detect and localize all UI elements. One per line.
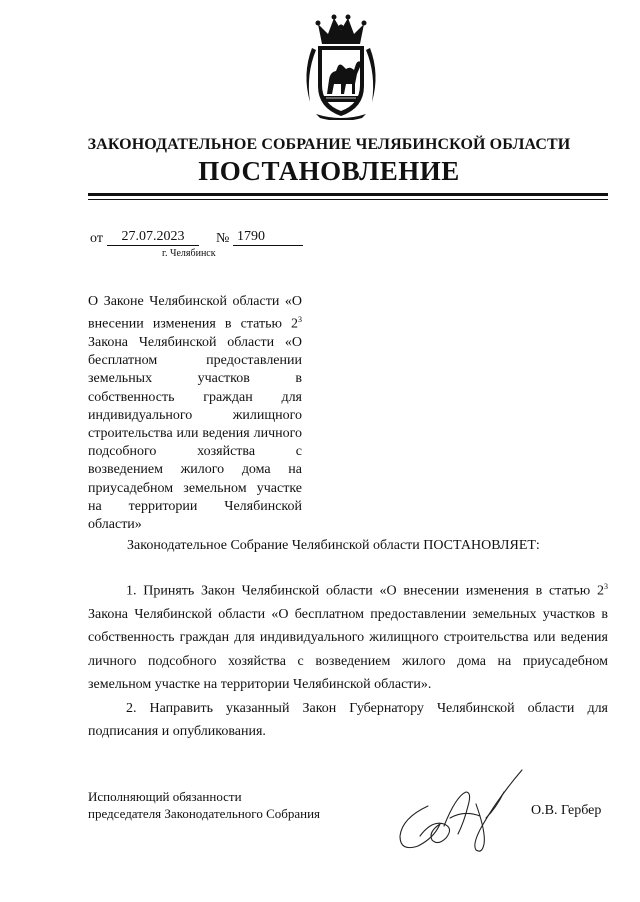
document-city: г. Челябинск <box>162 248 216 259</box>
subject-superscript: 3 <box>298 315 302 325</box>
signatory-title-line2: председателя Законодательного Собрания <box>88 806 321 821</box>
subject-text-part2: Закона Челябинской области «О бесплатном предоставлении земельных участков в собственность граждан для индивидуального жилищного строительства или ведения личного подсобного хозяйства с возведением жилого дома на приусадебном земельном участке на территории Челябинской области» <box>88 335 302 533</box>
number-prefix: № <box>216 231 230 246</box>
enacting-clause: Законодательное Собрание Челябинской области ПОСТАНОВЛЯЕТ: <box>127 538 540 553</box>
subject-text-part1: О Законе Челябинской области «О внесении изменения в статью 2 <box>88 294 302 332</box>
coat-of-arms-emblem <box>300 14 382 120</box>
organization-name: ЗАКОНОДАТЕЛЬНОЕ СОБРАНИЕ ЧЕЛЯБИНСКОЙ ОБЛАСТИ <box>87 136 571 153</box>
document-number: 1790 <box>233 229 303 246</box>
date-prefix: от <box>90 231 103 246</box>
signatory-title <box>88 788 320 822</box>
signatory-name: О.В. Гербер <box>531 803 602 818</box>
document-subject <box>88 293 302 534</box>
item-1-text-part2: Закона Челябинской области «О бесплатном предоставлении земельных участков в собственность граждан для индивидуального жилищного строительства или ведения личного подсобного хозяйства с возведением жилого дома на приусадебном земельном участке на территории Челябинской области». <box>88 607 608 693</box>
item-1-text-part1: 1. Принять Закон Челябинской области «О внесении изменения в статью 2 <box>126 583 604 599</box>
header-divider-thick <box>88 193 608 196</box>
document-date: 27.07.2023 <box>107 229 199 246</box>
item-2-paragraph: 2. Направить указанный Закон Губернатору Челябинской области для подписания и опубликования. <box>88 700 608 740</box>
item-1-superscript: 3 <box>604 582 608 591</box>
handwritten-signature <box>388 762 528 854</box>
item-1-paragraph <box>88 575 608 697</box>
document-type-title: ПОСТАНОВЛЕНИЕ <box>198 156 460 186</box>
signatory-title-line1: Исполняющий обязанности <box>88 789 242 804</box>
document-meta <box>90 229 330 249</box>
document-body <box>88 575 608 744</box>
header-divider-thin <box>88 199 608 200</box>
